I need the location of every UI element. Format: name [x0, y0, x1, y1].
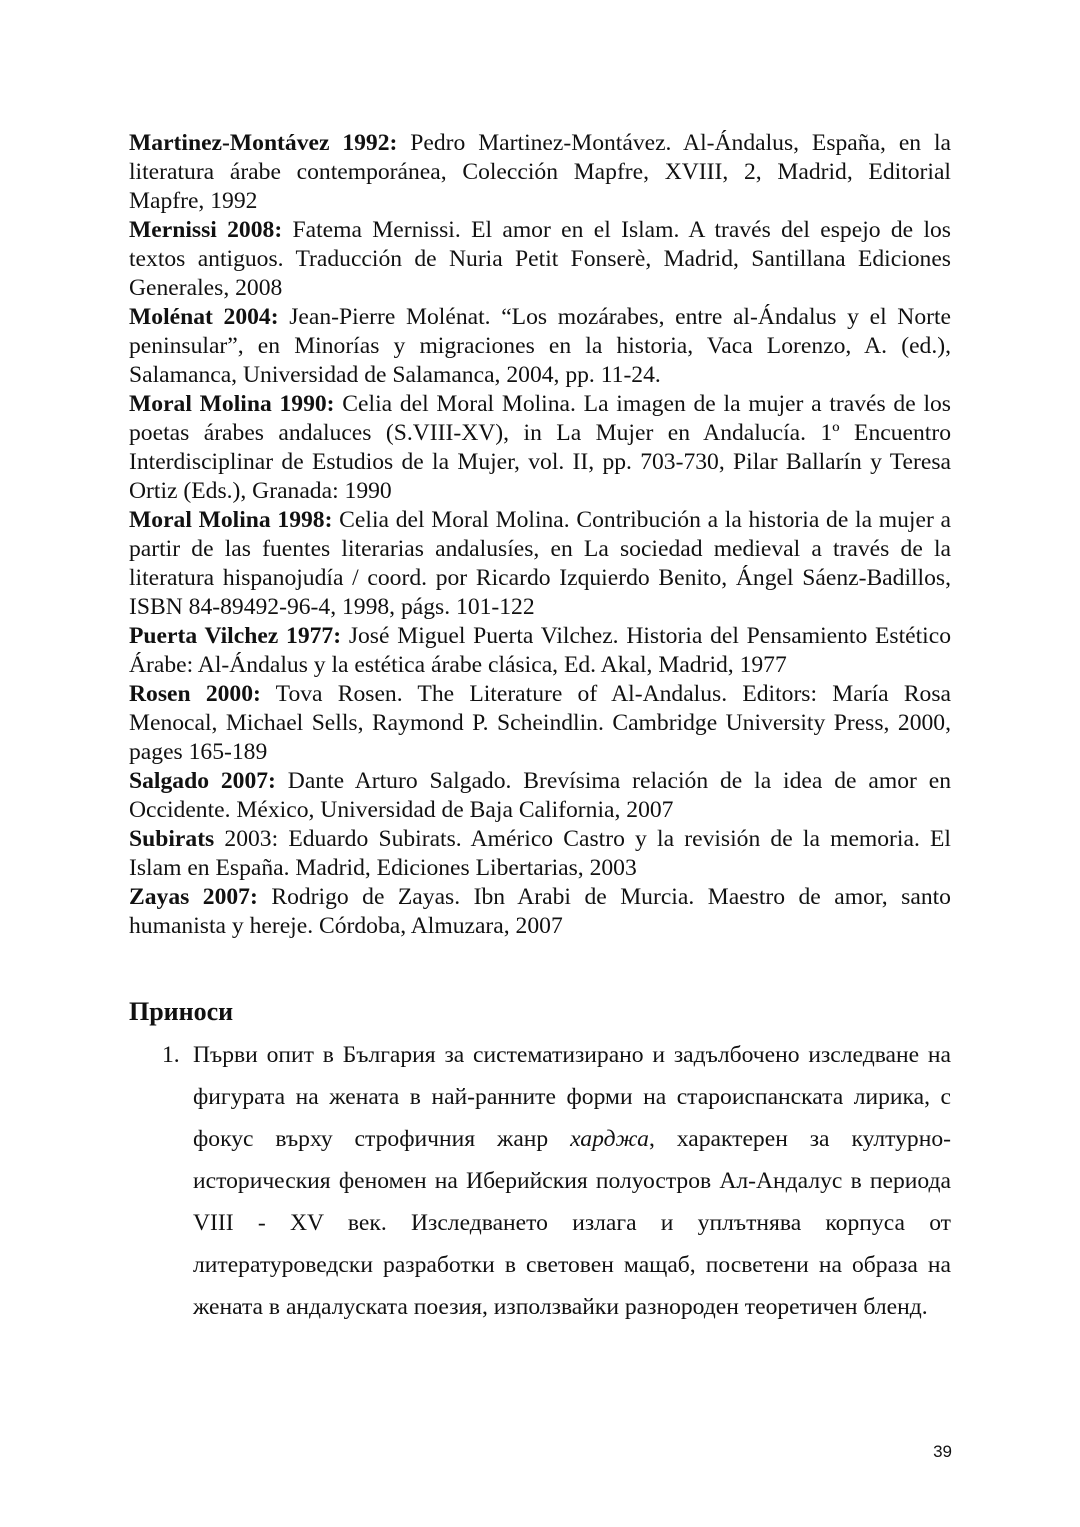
contribution-text-continued: , характерен за културно-историческия феномен на Иберийския полуостров Ал-Андалус в периода VIII - XV век. Изследването излага и уплътнява корпуса от литературоведски разработки в световен мащаб, посветени на образа на жената в андалуската поезия, използвайки разнороден теоретичен бленд.: [193, 1126, 951, 1320]
page-number: 39: [933, 1442, 952, 1461]
bibliography-entry: [129, 622, 951, 680]
entry-text: Fatema Mernissi. El amor en el Islam. A través del espejo de los textos antiguos. Traducción de Nuria Petit Fonserè, Madrid, Santillana Ediciones Generales, 2008: [129, 217, 951, 301]
entry-text: Jean-Pierre Molénat. “Los mozárabes, entre al-Ándalus y el Norte peninsular”, en Minorías y migraciones en la historia, Vaca Lorenzo, A. (ed.), Salamanca, Universidad de Salamanca, 2004, pp. 11-24.: [129, 304, 952, 388]
entry-text: Dante Arturo Salgado. Brevísima relación de la idea de amor en Occidente. México, Universidad de Baja California, 2007: [129, 768, 951, 823]
entry-text: Pedro Martinez-Montávez. Al-Ándalus, España, en la literatura árabe contemporánea, Colección Mapfre, XVIII, 2, Madrid, Editorial Mapfre, 1992: [129, 130, 951, 214]
entry-text: Celia del Moral Molina. La imagen de la mujer a través de los poetas árabes andaluces (S.VIII-XV), in La Mujer en Andalucía. 1º Encuentro Interdisciplinar de Estudios de la Mujer, vol. II, pp. 703-730, Pilar Ballarín y Teresa Ortiz (Eds.), Granada: 1990: [129, 391, 951, 504]
bibliography-entry: [129, 303, 951, 390]
entry-key: Subirats: [129, 826, 215, 852]
bibliography-list: [129, 129, 951, 941]
entry-key: Mernissi 2008:: [129, 217, 283, 243]
entry-key: Salgado 2007:: [129, 768, 276, 794]
bibliography-entry: [129, 680, 951, 767]
contribution-number: 1.: [162, 1042, 180, 1068]
entry-key: Zayas 2007:: [129, 884, 258, 910]
contribution-genre-term: харджа: [570, 1126, 649, 1152]
entry-key: Molénat 2004:: [129, 304, 279, 330]
entry-key: Moral Molina 1990:: [129, 391, 335, 417]
entry-key: Moral Molina 1998:: [129, 507, 333, 533]
bibliography-entry: [129, 883, 951, 941]
bibliography-entry: [129, 506, 951, 622]
contribution-item: [129, 1034, 951, 1328]
entry-text: Celia del Moral Molina. Contribución a la historia de la mujer a partir de las fuentes literarias andalusíes, en La sociedad medieval a través de la literatura hispanojudía / coord. por Ricardo Izquierdo Benito, Ángel Sáenz-Badillos, ISBN 84-89492-96-4, 1998, págs. 101-122: [129, 507, 951, 620]
bibliography-entry: [129, 390, 951, 506]
contributions-heading: Приноси: [129, 997, 234, 1026]
entry-text: Tova Rosen. The Literature of Al-Andalus. Editors: María Rosa Menocal, Michael Sells, Raymond P. Scheindlin. Cambridge University Press, 2000, pages 165-189: [129, 681, 952, 765]
entry-key: Puerta Vilchez 1977:: [129, 623, 342, 649]
entry-text: 2003: Eduardo Subirats. Américo Castro y la revisión de la memoria. El Islam en España. Madrid, Ediciones Libertarias, 2003: [129, 826, 951, 881]
entry-key: Rosen 2000:: [129, 681, 261, 707]
bibliography-entry: [129, 767, 951, 825]
entry-text: Rodrigo de Zayas. Ibn Arabi de Murcia. Maestro de amor, santo humanista y hereje. Córdoba, Almuzara, 2007: [129, 884, 951, 939]
contributions-list: [129, 1034, 951, 1328]
entry-key: Martinez-Montávez 1992:: [129, 130, 398, 156]
bibliography-entry: [129, 216, 951, 303]
bibliography-entry: [129, 825, 951, 883]
bibliography-entry: [129, 129, 951, 216]
contribution-text: Първи опит в България за систематизирано и задълбочено изследване на фигурата на жената в най-ранните форми на староиспанската лирика, с фокус върху строфичния жанр: [193, 1042, 951, 1152]
entry-text: José Miguel Puerta Vilchez. Historia del Pensamiento Estético Árabe: Al-Ándalus y la estética árabe clásica, Ed. Akal, Madrid, 1977: [129, 623, 952, 678]
